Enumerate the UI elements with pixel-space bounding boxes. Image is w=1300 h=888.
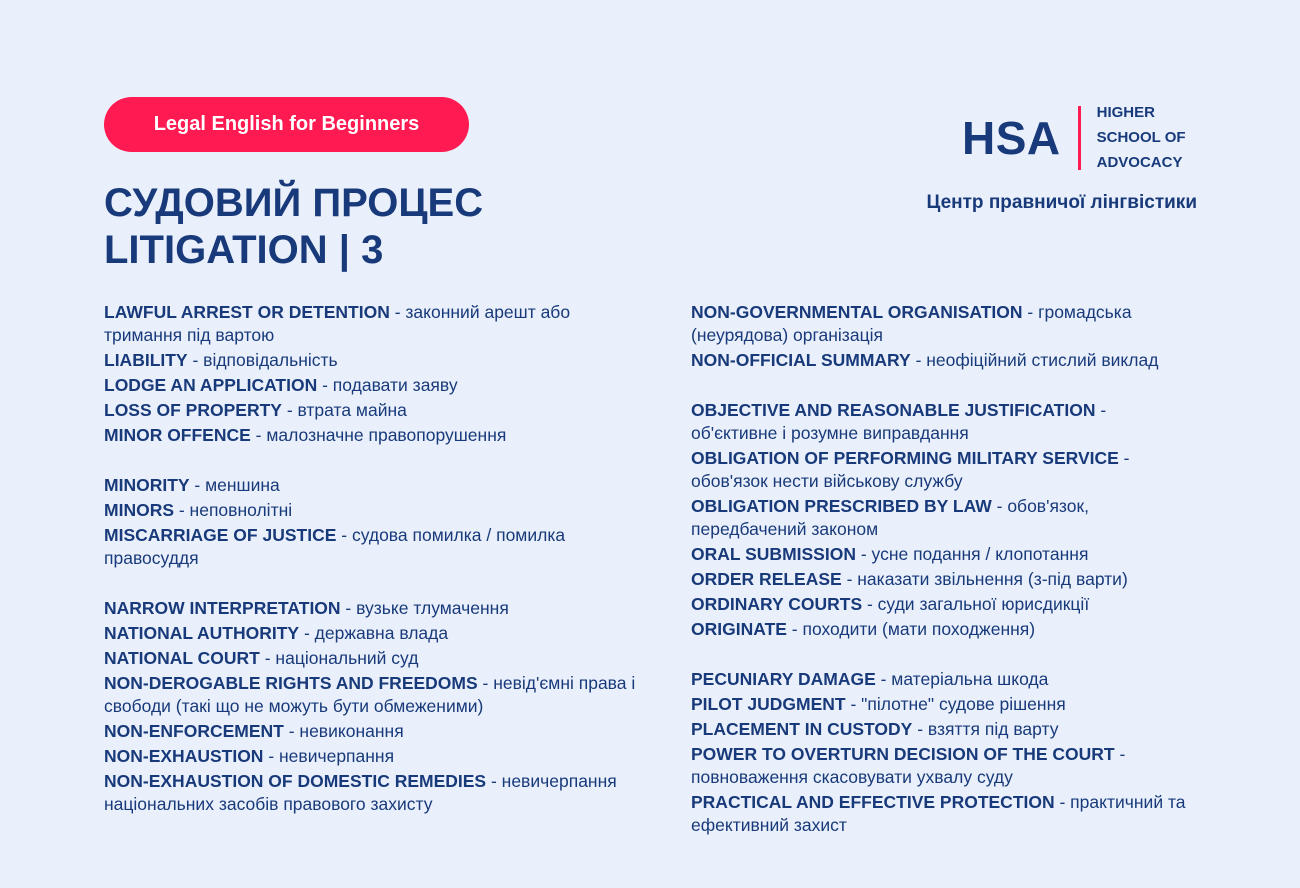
glossary-term: PECUNIARY DAMAGE (691, 669, 876, 689)
glossary-entry (691, 718, 1191, 741)
course-label-badge (104, 97, 469, 152)
glossary-entry (104, 597, 649, 620)
logo-word-3: ADVOCACY (1096, 154, 1183, 171)
glossary-group (691, 301, 1191, 372)
glossary-term: OBLIGATION OF PERFORMING MILITARY SERVICE (691, 448, 1119, 468)
logo-word-1: HIGHER (1096, 104, 1155, 121)
glossary-entry (691, 399, 1191, 445)
glossary-term: PRACTICAL AND EFFECTIVE PROTECTION (691, 792, 1055, 812)
glossary-translation: - невиконання (283, 721, 404, 741)
glossary-translation: - усне подання / клопотання (855, 544, 1089, 564)
glossary-left-column (104, 301, 649, 843)
glossary-translation: - меншина (189, 475, 280, 495)
glossary-translation: - матеріальна шкода (875, 669, 1049, 689)
glossary-translation: - малозначне правопорушення (250, 425, 507, 445)
glossary-right-column (691, 301, 1191, 864)
glossary-entry (104, 622, 649, 645)
logo-divider (1078, 106, 1081, 170)
glossary-term: NON-GOVERNMENTAL ORGANISATION (691, 302, 1023, 322)
glossary-translation: - наказати звільнення (з-під варти) (841, 569, 1128, 589)
glossary-entry (691, 495, 1191, 541)
glossary-term: OBJECTIVE AND REASONABLE JUSTIFICATION (691, 400, 1096, 420)
glossary-term: ORAL SUBMISSION (691, 544, 856, 564)
glossary-term: MISCARRIAGE OF JUSTICE (104, 525, 337, 545)
glossary-term: NATIONAL AUTHORITY (104, 623, 300, 643)
glossary-term: NATIONAL COURT (104, 648, 260, 668)
glossary-group (691, 668, 1191, 837)
glossary-translation: - неофіційний стислий виклад (910, 350, 1159, 370)
glossary-translation: - об'єктивне і розумне виправдання (691, 400, 1107, 443)
logo-word-2: SCHOOL OF (1096, 129, 1186, 146)
glossary-translation: - невід'ємні права і свободи (такі що не можуть бути обмеженими) (104, 673, 636, 716)
glossary-term: POWER TO OVERTURN DECISION OF THE COURT (691, 744, 1115, 764)
glossary-entry (104, 770, 649, 816)
glossary-translation: - громадська (неурядова) організація (691, 302, 1132, 345)
glossary-translation: - "пілотне" судове рішення (845, 694, 1066, 714)
glossary-term: LAWFUL ARREST OR DETENTION (104, 302, 390, 322)
glossary-entry (104, 745, 649, 768)
glossary-entry (104, 399, 649, 422)
glossary-group (104, 474, 649, 570)
glossary-term: ORDINARY COURTS (691, 594, 863, 614)
glossary-term: PLACEMENT IN CUSTODY (691, 719, 913, 739)
glossary-entry (691, 693, 1191, 716)
page-title-line2: LITIGATION | 3 (104, 228, 384, 272)
glossary-term: NON-EXHAUSTION OF DOMESTIC REMEDIES (104, 771, 487, 791)
glossary-entry (104, 524, 649, 570)
glossary-term: ORIGINATE (691, 619, 787, 639)
logo-abbr: HSA (962, 111, 1061, 164)
glossary-entry (104, 301, 649, 347)
glossary-entry (691, 543, 1191, 566)
glossary-translation: - обов'язок, передбачений законом (691, 496, 1089, 539)
glossary-term: NON-EXHAUSTION (104, 746, 264, 766)
glossary-translation: - невичерпання (263, 746, 395, 766)
glossary-entry (691, 349, 1191, 372)
glossary-term: LOSS OF PROPERTY (104, 400, 282, 420)
glossary-translation: - вузьке тлумачення (340, 598, 509, 618)
glossary-term: NON-OFFICIAL SUMMARY (691, 350, 911, 370)
glossary-translation: - судова помилка / помилка правосуддя (104, 525, 566, 568)
glossary-group (104, 301, 649, 447)
glossary-entry (104, 720, 649, 743)
glossary-entry (691, 618, 1191, 641)
glossary-entry (104, 474, 649, 497)
glossary-translation: - відповідальність (187, 350, 338, 370)
glossary-term: MINORS (104, 500, 174, 520)
glossary-entry (104, 672, 649, 718)
glossary-translation: - невичерпання національних засобів правового захисту (104, 771, 617, 814)
glossary-translation: - подавати заяву (317, 375, 458, 395)
glossary-term: LIABILITY (104, 350, 188, 370)
glossary-translation: - обов'язок нести військову службу (691, 448, 1130, 491)
glossary-entry (104, 349, 649, 372)
glossary-term: LODGE AN APPLICATION (104, 375, 318, 395)
glossary-translation: - суди загальної юрисдикції (862, 594, 1090, 614)
page-title-line1: СУДОВИЙ ПРОЦЕС (104, 181, 484, 225)
glossary-translation: - законний арешт або тримання під вартою (104, 302, 571, 345)
glossary-group (104, 597, 649, 816)
glossary-term: NARROW INTERPRETATION (104, 598, 341, 618)
glossary-translation: - взяття під варту (912, 719, 1059, 739)
glossary-term: OBLIGATION PRESCRIBED BY LAW (691, 496, 992, 516)
glossary-translation: - втрата майна (281, 400, 407, 420)
glossary-entry (691, 568, 1191, 591)
page-title (104, 180, 483, 274)
glossary-translation: - державна влада (299, 623, 449, 643)
glossary-translation: - неповнолітні (174, 500, 293, 520)
glossary-entry (691, 668, 1191, 691)
glossary-translation: - практичний та ефективний захист (691, 792, 1186, 835)
glossary-group (691, 399, 1191, 641)
glossary-entry (691, 791, 1191, 837)
glossary-term: NON-DEROGABLE RIGHTS AND FREEDOMS (104, 673, 478, 693)
glossary-entry (691, 301, 1191, 347)
glossary-entry (104, 424, 649, 447)
glossary-entry (691, 447, 1191, 493)
glossary-entry (691, 593, 1191, 616)
glossary-term: MINOR OFFENCE (104, 425, 251, 445)
glossary-entry (104, 499, 649, 522)
course-label-text: Legal English for Beginners (153, 113, 420, 135)
glossary-entry (691, 743, 1191, 789)
hsa-logo (962, 100, 1186, 175)
glossary-term: ORDER RELEASE (691, 569, 842, 589)
glossary-entry (104, 647, 649, 670)
glossary-translation: - повноваження скасовувати ухвалу суду (691, 744, 1126, 787)
glossary-translation: - походити (мати походження) (786, 619, 1036, 639)
glossary-entry (104, 374, 649, 397)
center-name: Центр правничої лінгвістики (926, 192, 1197, 213)
glossary-term: NON-ENFORCEMENT (104, 721, 284, 741)
glossary-term: MINORITY (104, 475, 190, 495)
glossary-term: PILOT JUDGMENT (691, 694, 846, 714)
glossary-translation: - національний суд (259, 648, 419, 668)
logo-words (1097, 100, 1186, 175)
